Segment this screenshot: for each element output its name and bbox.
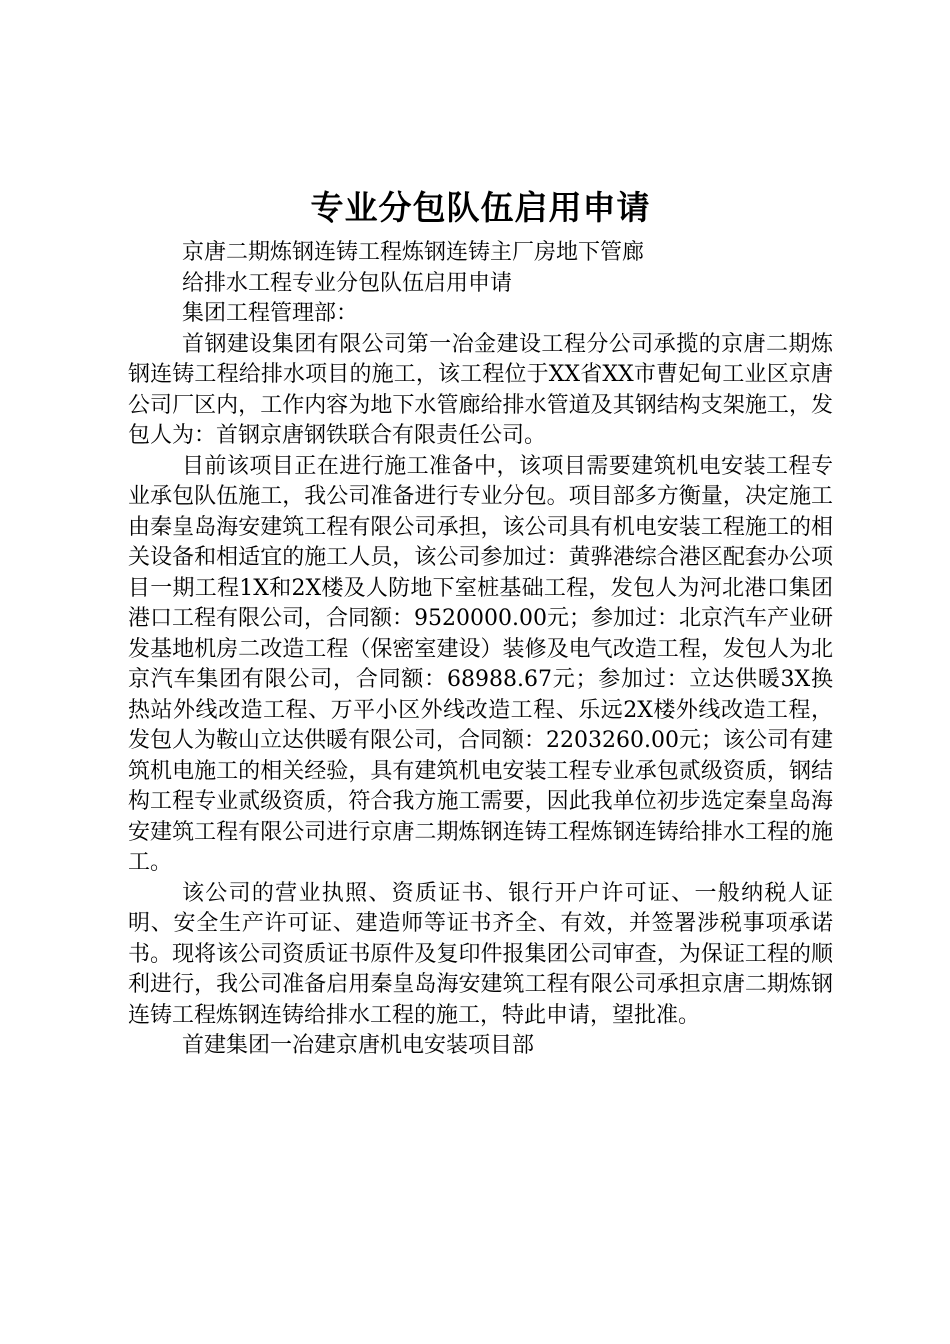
signature: 首建集团一冶建京唐机电安装项目部 — [182, 1033, 535, 1058]
subtitle-line-1: 京唐二期炼钢连铸工程炼钢连铸主厂房地下管廊 — [182, 240, 645, 265]
document-title: 专业分包队伍启用申请 — [310, 188, 651, 227]
document-page — [128, 180, 833, 1062]
subtitle-line-2: 给排水工程专业分包队伍启用申请 — [182, 270, 513, 296]
paragraph-3: 该公司的营业执照、资质证书、银行开户许可证、一般纳税人证明、安全生产许可证、建造师等证书齐全、有效，并签署涉税事项承诺书。现将该公司资质证书原件及复印件报集团公司审查，为保证工程的顺利进行，我公司准备启用秦皇岛海安建筑工程有限公司承担京唐二期炼钢连铸工程炼钢连铸给排水工程的施工，特此申请，望批准。 — [128, 880, 833, 1028]
paragraph-1: 首钢建设集团有限公司第一冶金建设工程分公司承揽的京唐二期炼钢连铸工程给排水项目的施工，该工程位于XX省XX市曹妃甸工业区京唐公司厂区内，工作内容为地下水管廊给排水管道及其钢结构支架施工，发包人为：首钢京唐钢铁联合有限责任公司。 — [128, 331, 833, 448]
salutation: 集团工程管理部： — [182, 301, 359, 326]
paragraph-2: 目前该项目正在进行施工准备中，该项目需要建筑机电安装工程专业承包队伍施工，我公司准备进行专业分包。项目部多方衡量，决定施工由秦皇岛海安建筑工程有限公司承担，该公司具有机电安装工程施工的相关设备和相适宜的施工人员，该公司参加过：黄骅港综合港区配套办公项目一期工程1X和2X楼及人防地下室桩基础工程，发包人为河北港口集团港口工程有限公司，合同额：9520000.00元；参加过：北京汽车产业研发基地机房二改造工程（保密室建设）装修及电气改造工程，发包人为北京汽车集团有限公司，合同额：68988.67元；参加过：立达供暖3X换热站外线改造工程、万平小区外线改造工程、乐远2X楼外线改造工程，发包人为鞍山立达供暖有限公司，合同额：2203260.00元；该公司有建筑机电施工的相关经验，具有建筑机电安装工程专业承包贰级资质，钢结构工程专业贰级资质，符合我方施工需要，因此我单位初步选定秦皇岛海安建筑工程有限公司进行京唐二期炼钢连铸工程炼钢连铸给排水工程的施工。 — [128, 453, 834, 875]
